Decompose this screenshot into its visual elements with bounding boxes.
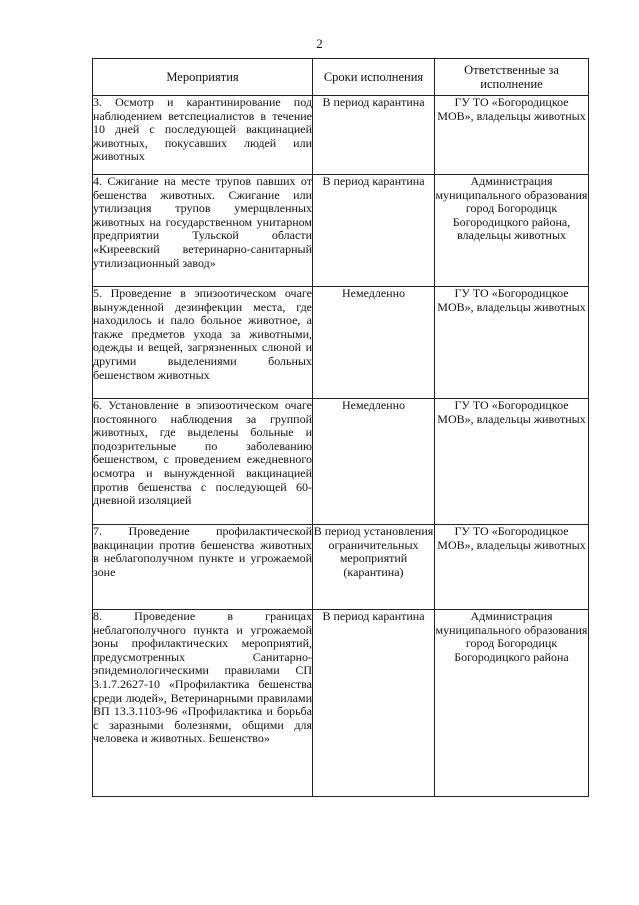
event-cell: 6. Установление в эпизоотическом очаге постоянного наблюдения за группой животных, где выделены больные и подозрительные по заболеванию бешенством, с проведением ежедневного осмотра и вынужденной вакцинацией против бешенства с последующей 60-дневной изоляцией [93, 399, 313, 525]
responsible-cell: ГУ ТО «Богородицкое МОВ», владельцы животных [435, 287, 589, 399]
table-row [93, 399, 589, 525]
responsible-cell: Администрация муниципального образования город Богородицк Богородицкого района [435, 610, 589, 797]
event-cell: 3. Осмотр и карантинирование под наблюдением ветспециалистов в течение 10 дней с последующей вакцинацией животных, покусавших людей или животных [93, 96, 313, 175]
event-cell: 8. Проведение в границах неблагополучного пункта и угрожаемой зоны профилактических мероприятий, предусмотренных Санитарно-эпидемиологическими правилами СП 3.1.7.2627-10 «Профилактика бешенства среди людей», Ветеринарными правилами ВП 13.3.1103-96 «Профилактика и борьба с заразными болезнями, общими для человека и животных. Бешенство» [93, 610, 313, 797]
table-header-row [93, 59, 589, 96]
term-cell: В период установления ограничительных мероприятий (карантина) [313, 525, 435, 610]
responsible-cell: ГУ ТО «Богородицкое МОВ», владельцы животных [435, 96, 589, 175]
table-row [93, 610, 589, 797]
event-cell: 5. Проведение в эпизоотическом очаге вынужденной дезинфекции места, где находилось и пало больное животное, а также предметов ухода за животными, одежды и вещей, загрязненных слюной и другими выделениями больных бешенством животных [93, 287, 313, 399]
table-row [93, 96, 589, 175]
header-term: Сроки исполнения [313, 59, 435, 96]
responsible-cell: ГУ ТО «Богородицкое МОВ», владельцы животных [435, 399, 589, 525]
term-cell: Немедленно [313, 399, 435, 525]
term-cell: В период карантина [313, 610, 435, 797]
term-cell: Немедленно [313, 287, 435, 399]
page-number: 2 [316, 36, 323, 51]
event-cell: 4. Сжигание на месте трупов павших от бешенства животных. Сжигание или утилизация трупов умерщвленных животных на государственном унитарном предприятии Тульской области «Киреевский ветеринарно-санитарный утилизационный завод» [93, 175, 313, 287]
table-row [93, 287, 589, 399]
header-responsible: Ответственные за исполнение [435, 59, 589, 96]
responsible-cell: ГУ ТО «Богородицкое МОВ», владельцы животных [435, 525, 589, 610]
table-row [93, 525, 589, 610]
table-row [93, 175, 589, 287]
term-cell: В период карантина [313, 175, 435, 287]
term-cell: В период карантина [313, 96, 435, 175]
event-cell: 7. Проведение профилактической вакцинации против бешенства животных в неблагополучном пункте и угрожаемой зоне [93, 525, 313, 610]
header-event: Мероприятия [93, 59, 313, 96]
events-table [92, 58, 589, 797]
responsible-cell: Администрация муниципального образования город Богородицк Богородицкого района, владельцы животных [435, 175, 589, 287]
